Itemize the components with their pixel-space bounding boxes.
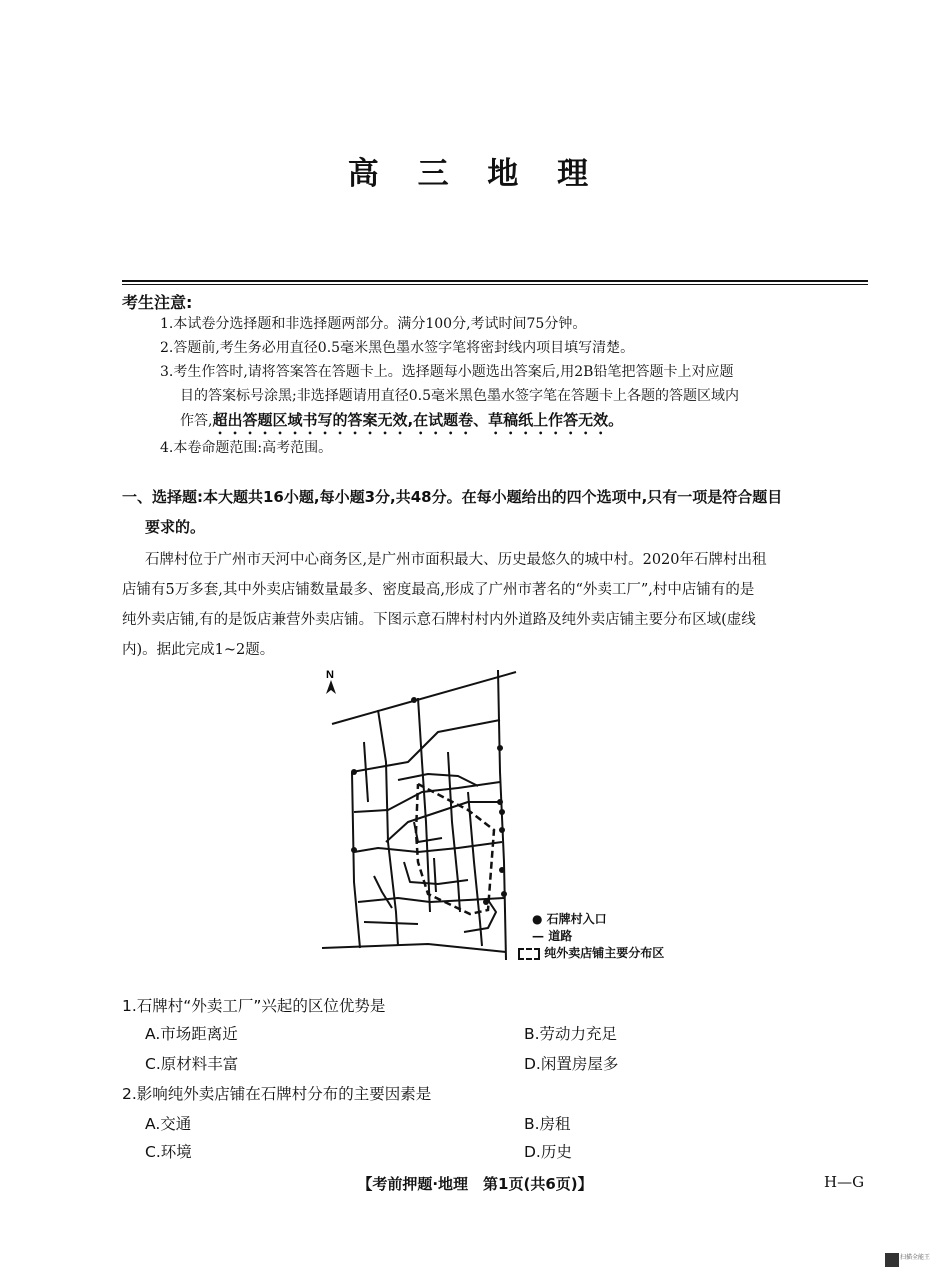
road-network bbox=[322, 670, 516, 960]
header-rule-thin bbox=[122, 284, 868, 285]
passage-line-4: 内)。据此完成1~2题。 bbox=[122, 642, 275, 658]
notice-item-3-line-3 bbox=[180, 410, 623, 438]
notice-heading: 考生注意: bbox=[122, 293, 193, 312]
notice-item-3-prefix: 作答, bbox=[180, 413, 213, 429]
question-2-option-c[interactable]: C.环境 bbox=[145, 1143, 192, 1161]
page-footer: 【考前押题·地理 第1页(共6页)】 bbox=[357, 1175, 593, 1193]
passage-line-3: 纯外卖店铺,有的是饭店兼营外卖店铺。下图示意石牌村村内外道路及纯外卖店铺主要分布区域(虚线 bbox=[122, 612, 756, 628]
qr-code-icon bbox=[886, 1254, 898, 1266]
notice-item-3-line-1: 3.考生作答时,请将答案答在答题卡上。选择题每小题选出答案后,用2B铅笔把答题卡上对应题 bbox=[160, 364, 734, 380]
legend-area: 纯外卖店铺主要分布区 bbox=[518, 944, 664, 961]
legend-entrance: ● 石牌村入口 bbox=[532, 912, 607, 926]
passage-line-1: 石牌村位于广州市天河中心商务区,是广州市面积最大、历史最悠久的城中村。2020年石牌村出租 bbox=[145, 552, 767, 568]
notice-item-4: 4.本卷命题范围:高考范围。 bbox=[160, 440, 333, 456]
question-2-option-a[interactable]: A.交通 bbox=[145, 1115, 192, 1133]
notice-item-3-emphasis: 超出答题区域书写的答案无效,在试题卷、草稿纸上作答无效。 bbox=[212, 411, 624, 429]
north-arrow bbox=[326, 669, 336, 694]
north-label: N bbox=[326, 669, 334, 681]
question-1-option-d[interactable]: D.闲置房屋多 bbox=[524, 1055, 619, 1073]
passage-line-2: 店铺有5万多套,其中外卖店铺数量最多、密度最高,形成了广州市著名的“外卖工厂”,村中店铺有的是 bbox=[122, 582, 755, 598]
paper-code: H—G bbox=[824, 1173, 865, 1191]
shipai-village-map bbox=[318, 662, 518, 962]
header-rule-thick bbox=[122, 280, 868, 282]
question-1-option-c[interactable]: C.原材料丰富 bbox=[145, 1055, 239, 1073]
dashed-box-icon bbox=[518, 948, 540, 960]
entrance-dot-icon: ● bbox=[532, 912, 543, 926]
question-1-stem: 1.石牌村“外卖工厂”兴起的区位优势是 bbox=[122, 997, 386, 1015]
legend-road: — 道路 bbox=[532, 929, 573, 943]
question-2-option-d[interactable]: D.历史 bbox=[524, 1143, 572, 1161]
question-2-option-b[interactable]: B.房租 bbox=[524, 1115, 571, 1133]
road-line-icon: — bbox=[532, 929, 544, 943]
question-1-option-a[interactable]: A.市场距离近 bbox=[145, 1025, 238, 1043]
page-title: 高 三 地 理 bbox=[347, 156, 603, 192]
notice-item-1: 1.本试卷分选择题和非选择题两部分。满分100分,考试时间75分钟。 bbox=[160, 316, 587, 332]
scanner-stamp: 扫描全能王 bbox=[900, 1254, 931, 1261]
section-heading-line-1: 一、选择题:本大题共16小题,每小题3分,共48分。在每小题给出的四个选项中,只有一项是符合题目 bbox=[122, 488, 783, 506]
question-1-option-b[interactable]: B.劳动力充足 bbox=[524, 1025, 618, 1043]
section-heading-line-2: 要求的。 bbox=[145, 518, 206, 536]
notice-item-3-line-2: 目的答案标号涂黑;非选择题请用直径0.5毫米黑色墨水签字笔在答题卡上各题的答题区域内 bbox=[180, 388, 739, 404]
question-2-stem: 2.影响纯外卖店铺在石牌村分布的主要因素是 bbox=[122, 1085, 432, 1103]
notice-item-2: 2.答题前,考生务必用直径0.5毫米黑色墨水签字笔将密封线内项目填写清楚。 bbox=[160, 340, 635, 356]
